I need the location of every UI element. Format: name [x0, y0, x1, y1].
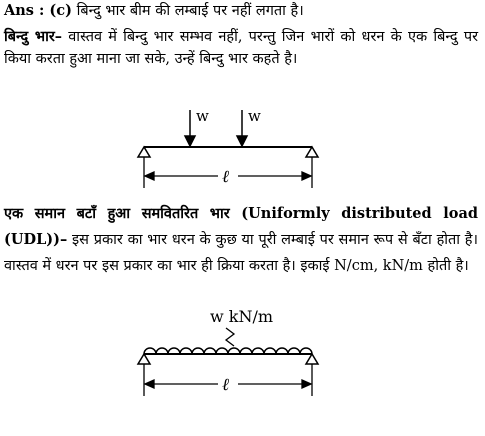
udl-load-label: w kN/m — [210, 307, 274, 326]
udl-left-support — [138, 354, 150, 364]
answer-text: बिन्दु भार बीम की लम्बाई पर नहीं लगता है। — [76, 3, 304, 19]
udl-definition — [4, 201, 478, 279]
answer-prefix: Ans : (c) — [4, 2, 72, 19]
udl-zigzag — [226, 328, 234, 346]
udl-text: इस प्रकार का भार धरन के कुछ या पूरी लम्बाई पर समान रूप से बँटा होता है। वास्तव में धरन पर इस प्रकार का भार ही क्रिया करता है। इकाई N/cm, kN/m होती है। — [4, 232, 479, 274]
point-load-diagram — [130, 104, 330, 196]
load-label-2: w — [248, 107, 261, 125]
load-label-1: w — [196, 107, 209, 125]
right-support — [306, 147, 318, 157]
span-label: ℓ — [222, 167, 230, 187]
point-load-text: वास्तव में बिन्दु भार सम्भव नहीं, परन्तु जिन भारों को धरन के एक बिन्दु पर किया करता हुआ माना जा सके, उन्हें बिन्दु भार कहते है। — [4, 29, 478, 67]
point-load-definition — [4, 26, 478, 70]
load-arrow-1 — [185, 110, 195, 146]
point-load-heading: बिन्दु भार– — [4, 28, 63, 45]
answer-line — [4, 0, 478, 22]
udl-heading: एक समान बटाँ हुआ समवितरित भार (Uniformly distributed load (UDL))– — [4, 205, 478, 248]
udl-right-support — [306, 354, 318, 364]
load-arrow-2 — [237, 110, 247, 146]
udl-span-label: ℓ — [222, 375, 230, 395]
left-support — [138, 147, 150, 157]
udl-diagram — [130, 304, 330, 404]
